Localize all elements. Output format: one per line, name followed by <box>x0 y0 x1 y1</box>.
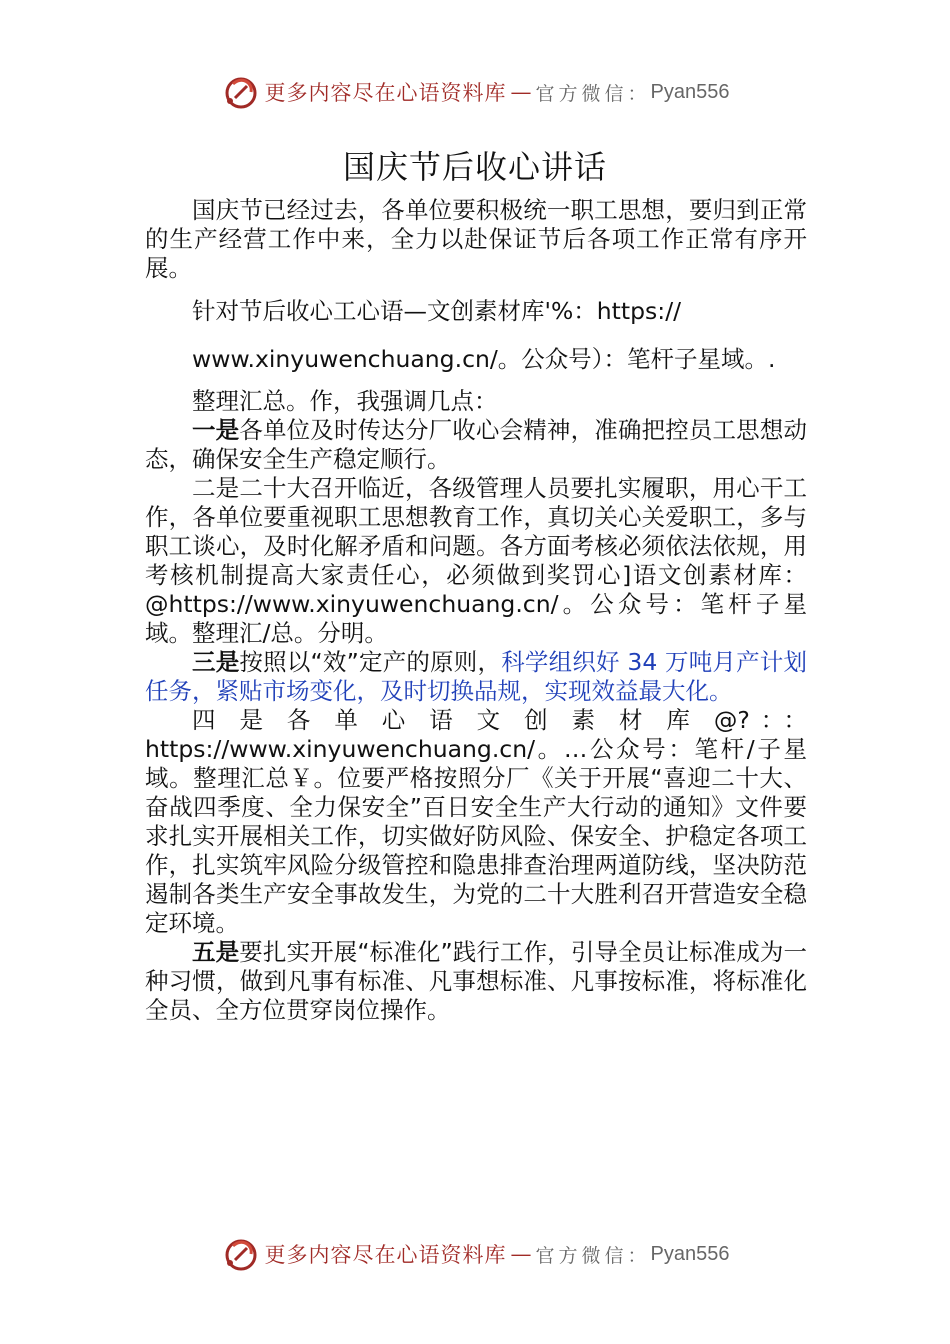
paragraph-7-text: 要扎实开展“标准化”践行工作，引导全员让标准成为一种习惯，做到凡事有标准、凡事想标准、凡事按标准，将标准化全员、全方位贯穿岗位操作。 <box>145 938 807 1024</box>
banner-text: 更多内容尽在心语资料库 <box>264 81 507 105</box>
paragraph-1: 国庆节已经过去，各单位要积极统一职工思想，要归到正常的生产经营工作中来，全力以赴保证节后各项工作正常有序开展。 <box>145 196 807 282</box>
brand-logo-icon <box>221 1234 261 1274</box>
banner-dash: — <box>510 1242 532 1266</box>
paragraph-2a: 针对节后收心工心语—文创素材库'%：https:// <box>192 297 682 325</box>
banner-wechat-id: Pyan556 <box>650 80 730 103</box>
paragraph-5-text: 按照以“效”定产的原则， <box>239 648 502 676</box>
paragraph-7 <box>145 938 807 1025</box>
footer-banner <box>0 1232 950 1276</box>
header-banner <box>0 70 950 114</box>
page-title: 国庆节后收心讲话 <box>342 148 607 186</box>
paragraph-3-text: 各单位及时传达分厂收心会精神，准确把控员工思想动态，确保安全生产稳定顺行。 <box>145 416 808 473</box>
paragraph-6-text: @?：：https://www.xinyuwenchuang.cn/。…公众号：笔杆/子星域。整理汇总￥。位要严格按照分厂《关于开展“喜迎二十大、奋战四季度、全力保安全”百日安全生产大行动的通知》文件要求扎实开展相关工作，切实做好防风险、保安全、护稳定各项工作，扎实筑牢风险分级管控和隐患排查治理两道防线，坚决防范遏制各类生产安全事故发生，为党的二十大胜利召开营造安全稳定环境。 <box>145 706 808 937</box>
brand-logo-icon <box>221 72 261 112</box>
paragraph-4: 二是二十大召开临近，各级管理人员要扎实履职，用心干工作，各单位要重视职工思想教育工作，真切关心关爱职工，多与职工谈心，及时化解矛盾和问题。各方面考核必须依法依规，用考核机制提高大家责任心，必须做到奖罚心]语文创素材库：@https://www.xinyuwenchuang.cn/。公众号：笔杆子星域。整理汇/总。分明。 <box>145 474 807 647</box>
banner-label: 官方微信： <box>535 82 651 105</box>
banner-wechat-id: Pyan556 <box>650 1242 730 1265</box>
banner-text: 更多内容尽在心语资料库 <box>264 1243 507 1267</box>
paragraph-3 <box>145 416 807 474</box>
paragraph-2b: www.xinyuwenchuang.cn/。公众号）：笔杆子星域。. <box>192 345 776 373</box>
paragraph-5-lead: 三是 <box>192 648 240 676</box>
banner-dash: — <box>510 80 532 104</box>
paragraph-6-spaced: 四是各单心语文创素材库 <box>192 706 714 734</box>
paragraph-3-lead: 一是 <box>192 416 240 444</box>
paragraph-6 <box>145 706 807 938</box>
paragraph-2c: 整理汇总。作，我强调几点： <box>192 387 498 415</box>
document-body <box>145 196 807 1025</box>
paragraph-5-highlight: 科学组织好 34 万吨月产计划任务，紧贴市场变化，及时切换品规，实现效益最大化。 <box>145 648 808 705</box>
paragraph-7-lead: 五是 <box>192 938 240 966</box>
banner-label: 官方微信： <box>535 1244 651 1267</box>
paragraph-5 <box>145 648 807 706</box>
